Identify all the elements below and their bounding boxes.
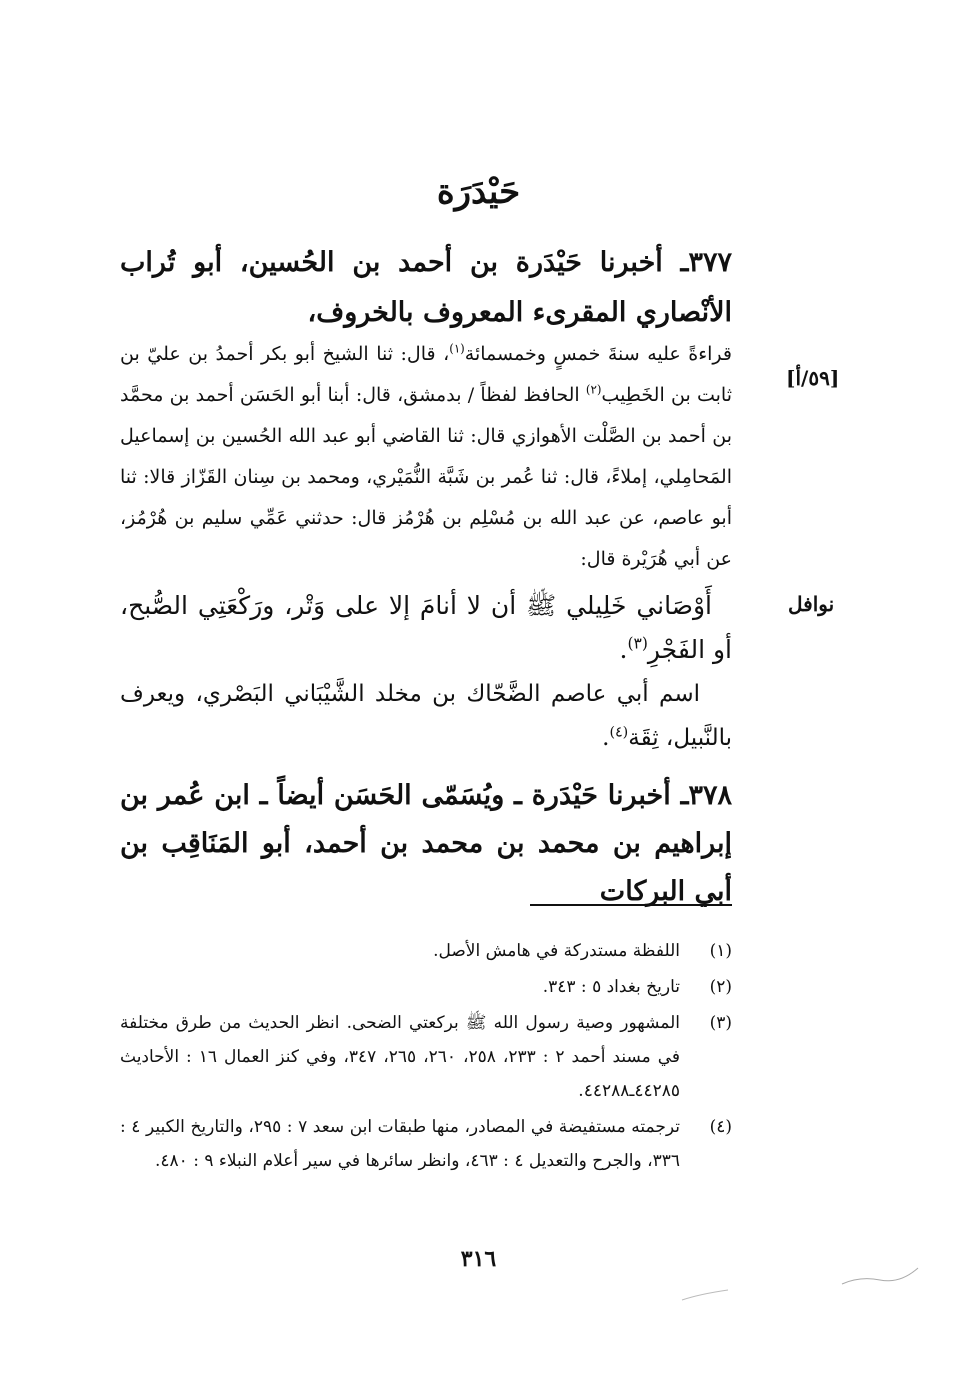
page-number: ٣١٦ — [460, 1246, 497, 1272]
footnote-4 — [120, 1110, 732, 1178]
footnote-number: (٢) — [709, 977, 732, 997]
footnote-ref-2[interactable]: (٢) — [585, 382, 602, 397]
hadith-body: أَوْصَاني خَلِيلي ﷺ أن لا أنامَ إلا على وَتْر، ورَكْعَتِي الصُّبح، أو الفَجْرِ — [120, 591, 732, 664]
footnote-3 — [120, 1006, 732, 1108]
footnote-text: المشهور وصية رسول الله ﷺ بركعتي الضحى. انظر الحديث من طرق مختلفة في مسند أحمد ٢ : ٢٣٣، ٢٥٨، ٢٦٠، ٢٦٥، ٣٤٧، وفي كنز العمال ١٦ : الأحاديث ٤٤٢٨٥ـ٤٤٢٨٨. — [120, 1013, 681, 1101]
page-heading: حَيْدَرَة — [436, 172, 521, 212]
narrator-note — [120, 672, 732, 760]
entry-377-text-b: ، قال: ثنا الشيخ أبو بكر أحمدُ بن عليّ بن ثابت بن الخَطِيب — [120, 343, 732, 406]
footnote-2 — [120, 970, 732, 1004]
hadith-text — [120, 584, 732, 672]
footnote-text: ترجمته مستفيضة في المصادر، منها طبقات ابن سعد ٧ : ٢٩٥، والتاريخ الكبير ٤ : ٣٣٦، والجرح والتعديل ٤ : ٤٦٣، وانظر سائرها في سير أعلام النبلاء ٩ : ٤٨٠. — [120, 1117, 680, 1171]
footnote-number: (٣) — [709, 1013, 732, 1033]
margin-label-nawafil: نوافل — [788, 592, 835, 616]
narrator-note-body: اسم أبي عاصم الضَّحّاك بن مخلد الشَّيْبَاني البَصْري، ويعرف بالنَّبيل، ثِقَة — [120, 681, 732, 751]
entry-377-isnad — [120, 334, 732, 580]
entry-377-text-c: الحافظ لفظاً / بدمشق، قال: أبنا أبو الحَسَن أحمد بن محمَّد بن أحمد بن الصَّلْت الأهوازي قال: ثنا القاضي أبو عبد الله الحُسين بن إسماعيل المَحامِلي، إملاءً، قال: ثنا عُمر بن شَبَّة النُّمَيْري، ومحمد بن سِنان القَزّاز قالا: ثنا أبو عاصم، عن عبد الله بن مُسْلِم بن هُرْمُز قال: حدثني عَمِّي سليم بن هُرْمُز، عن أبي هُرَيْرة قال: — [120, 384, 732, 570]
footnote-text: تاريخ بغداد ٥ : ٣٤٣. — [542, 977, 680, 997]
margin-folio-ref: [٥٩/أ] — [786, 366, 840, 390]
footnote-number: (٤) — [709, 1117, 732, 1137]
entry-377-heading: ٣٧٧ـ أخبرنا حَيْدَرة بن أحمد بن الحُسين، أبو تُراب الأنْصاري المقرىء المعروف بالخروف، — [120, 247, 732, 328]
entry-377 — [120, 238, 732, 580]
footnote-text: اللفظة مستدركة في هامش الأصل. — [433, 941, 680, 961]
footnotes — [120, 934, 732, 1180]
hadith-end: . — [619, 635, 628, 664]
footnote-ref-3[interactable]: (٣) — [627, 634, 648, 653]
footnote-ref-4[interactable]: (٤) — [609, 724, 629, 741]
pencil-mark — [680, 1286, 730, 1302]
footnote-1 — [120, 934, 732, 968]
pencil-mark — [840, 1266, 920, 1290]
narrator-note-end: . — [602, 725, 610, 751]
footnote-number: (١) — [709, 941, 732, 961]
footnote-divider — [530, 904, 732, 906]
footnote-ref-1[interactable]: (١) — [449, 341, 465, 356]
entry-377-text-a: قراءةً عليه سنةَ خمسٍ وخمسمائة — [464, 343, 732, 365]
entry-378-heading: ٣٧٨ـ أخبرنا حَيْدَرة ـ ويُسَمّى الحَسَن أيضاً ـ ابن عُمر بن إبراهيم بن محمد بن محمد بن أحمد، أبو المَنَاقِب بن أبي البركات — [120, 780, 732, 907]
